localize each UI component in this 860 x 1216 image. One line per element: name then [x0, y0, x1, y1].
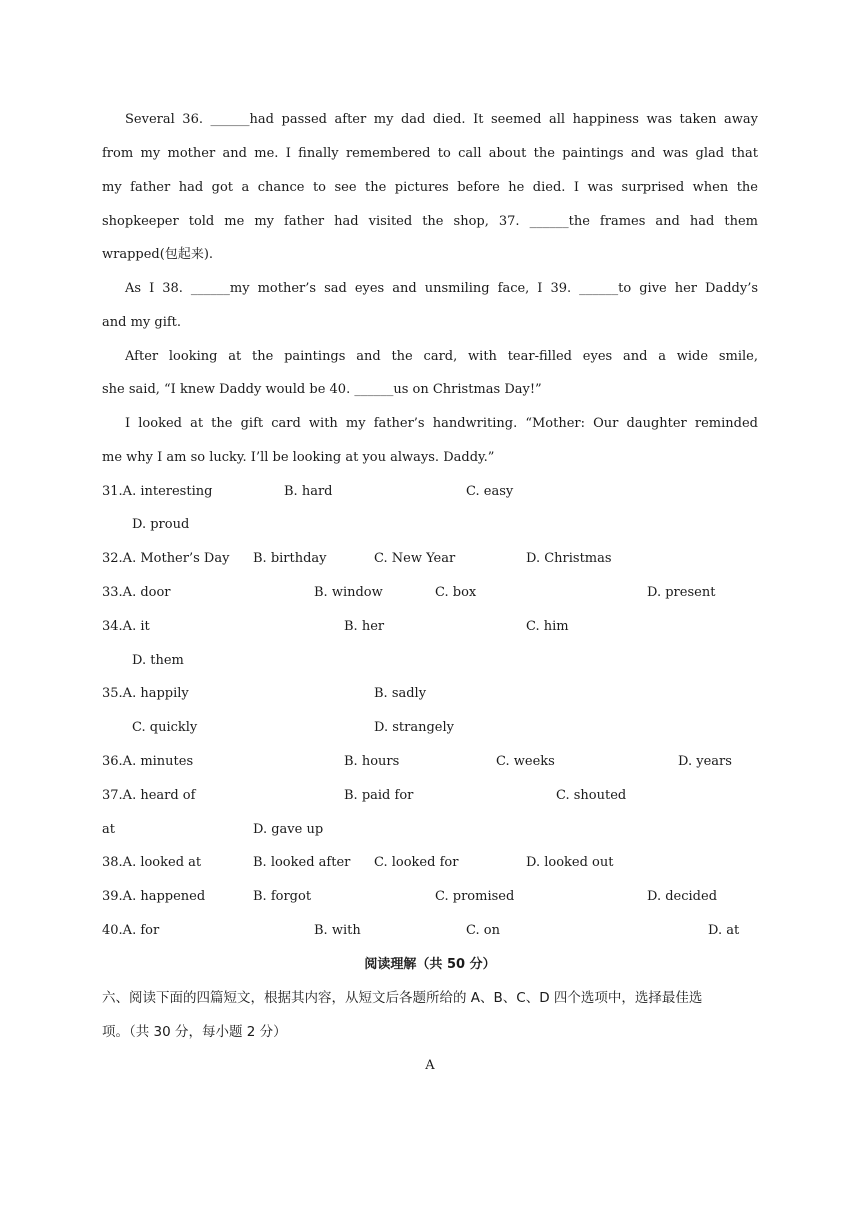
question-32: [102, 550, 762, 568]
option-35-b: B. sadly: [374, 686, 427, 701]
question-35: [102, 685, 762, 703]
option-35-d: D. strangely: [374, 720, 454, 735]
passage-line: I looked at the gift card with my father’s handwriting. “Mother: Our daughter reminded: [125, 416, 758, 431]
option-36-b: B. hours: [344, 754, 400, 769]
question-37-continued: [102, 821, 762, 839]
option-34-c: C. him: [526, 619, 569, 634]
option-39-c: C. promised: [435, 889, 515, 904]
passage-line: Several 36. ______had passed after my dad died. It seemed all happiness was taken away: [125, 112, 758, 127]
option-36-c: C. weeks: [496, 754, 555, 769]
option-33-c: C. box: [435, 585, 477, 600]
option-34-d: D. them: [132, 653, 184, 668]
passage-line: she said, “I knew Daddy would be 40. ______us on Christmas Day!”: [102, 382, 542, 397]
passage-line: my father had got a chance to see the pictures before he died. I was surprised when the: [102, 180, 758, 195]
question-31-continued: [102, 516, 762, 534]
question-34-continued: [102, 652, 762, 670]
option-39-a: 39.A. happened: [102, 889, 206, 904]
option-40-b: B. with: [314, 923, 361, 938]
section-title: 阅读理解（共 50 分）: [364, 957, 496, 972]
passage-line: shopkeeper told me my father had visited the shop, 37. ______the frames and had them: [102, 214, 758, 229]
passage-line: wrapped(包起来).: [102, 247, 214, 262]
question-38: [102, 854, 762, 872]
option-32-b: B. birthday: [253, 551, 327, 566]
option-35-a: 35.A. happily: [102, 686, 189, 701]
option-32-d: D. Christmas: [526, 551, 612, 566]
passage-line: After looking at the paintings and the card, with tear-filled eyes and a wide smile,: [125, 349, 758, 364]
option-37-c: C. shouted: [556, 788, 627, 803]
option-32-c: C. New Year: [374, 551, 456, 566]
option-40-d: D. at: [708, 923, 740, 938]
question-39: [102, 888, 762, 906]
option-36-d: D. years: [678, 754, 732, 769]
option-37-b: B. paid for: [344, 788, 414, 803]
option-35-c: C. quickly: [132, 720, 198, 735]
question-36: [102, 753, 762, 771]
question-37: [102, 787, 762, 805]
section-instruction-continued: 项。（共 30 分，每小题 2 分）: [102, 1024, 287, 1040]
passage-label: A: [425, 1058, 435, 1073]
section-instruction: 六、阅读下面的四篇短文，根据其内容，从短文后各题所给的 A、B、C、D 四个选项中，选择最佳选: [102, 990, 703, 1006]
question-35-continued: [102, 719, 762, 737]
option-37-d: D. gave up: [253, 822, 324, 837]
option-38-d: D. looked out: [526, 855, 614, 870]
option-37-a: 37.A. heard of: [102, 788, 196, 803]
option-33-d: D. present: [647, 585, 716, 600]
passage-line: and my gift.: [102, 315, 182, 330]
option-32-a: 32.A. Mother’s Day: [102, 551, 230, 566]
option-33-a: 33.A. door: [102, 585, 171, 600]
option-31-d: D. proud: [132, 517, 190, 532]
option-38-c: C. looked for: [374, 855, 459, 870]
option-39-b: B. forgot: [253, 889, 312, 904]
question-31: [102, 483, 762, 501]
question-40: [102, 922, 762, 940]
option-31-a: 31.A. interesting: [102, 484, 213, 499]
option-38-a: 38.A. looked at: [102, 855, 202, 870]
option-38-b: B. looked after: [253, 855, 351, 870]
option-36-a: 36.A. minutes: [102, 754, 194, 769]
option-39-d: D. decided: [647, 889, 718, 904]
passage-line: from my mother and me. I finally remembered to call about the paintings and was glad that: [102, 146, 758, 161]
option-33-b: B. window: [314, 585, 383, 600]
option-31-b: B. hard: [284, 484, 333, 499]
option-34-a: 34.A. it: [102, 619, 150, 634]
passage-line: me why I am so lucky. I’ll be looking at you always. Daddy.”: [102, 450, 495, 465]
question-34: [102, 618, 762, 636]
option-37-c-continued: at: [102, 822, 115, 837]
option-31-c: C. easy: [466, 484, 514, 499]
passage-line: As I 38. ______my mother’s sad eyes and unsmiling face, I 39. ______to give her Daddy’s: [125, 281, 758, 296]
option-34-b: B. her: [344, 619, 385, 634]
option-40-a: 40.A. for: [102, 923, 160, 938]
question-33: [102, 584, 762, 602]
option-40-c: C. on: [466, 923, 500, 938]
